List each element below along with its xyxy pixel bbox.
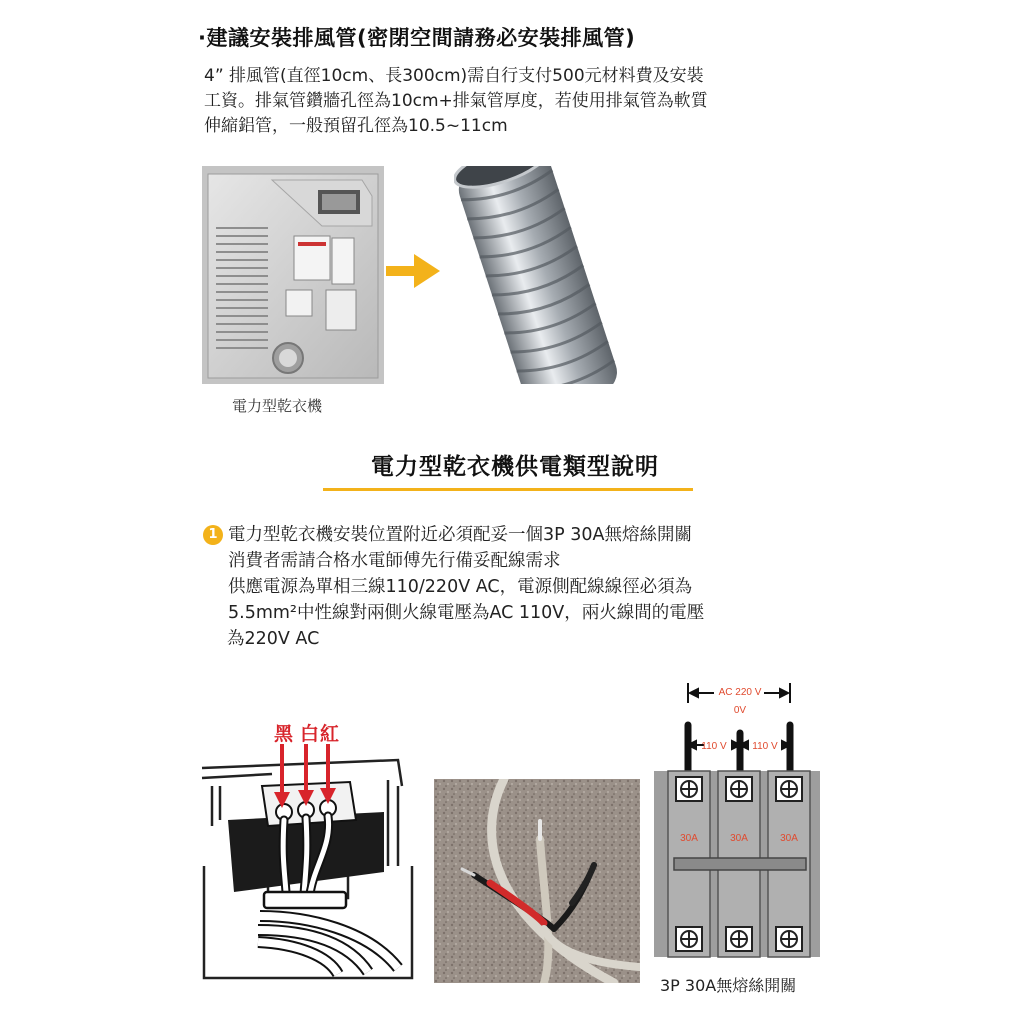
ac220-label: AC 220 V bbox=[718, 687, 762, 698]
section2-body bbox=[228, 522, 828, 652]
aluminum-duct-photo bbox=[454, 166, 620, 384]
section1-paragraph-line: 4” 排風管(直徑10cm、長300cm)需自行支付500元材料費及安裝 bbox=[204, 66, 704, 86]
wire-label-red: 紅 bbox=[320, 723, 340, 745]
terminal-block-illustration bbox=[198, 716, 420, 984]
zero-volt-label: 0V bbox=[733, 705, 747, 716]
breaker-caption: 3P 30A無熔絲開關 bbox=[660, 976, 797, 995]
arrow-right-icon bbox=[386, 252, 442, 294]
section2-title: 電力型乾衣機供電類型說明 bbox=[371, 454, 659, 480]
dryer-caption: 電力型乾衣機 bbox=[232, 397, 323, 415]
section2-line: 電力型乾衣機安裝位置附近必須配妥一個3P 30A無熔絲開關 bbox=[228, 525, 692, 545]
section1-title: ·建議安裝排風管(密閉空間請務必安裝排風管) bbox=[198, 26, 636, 50]
section1-paragraph-line: 伸縮鋁管，一般預留孔徑為10.5~11cm bbox=[204, 116, 508, 136]
section2-line: 為220V AC bbox=[227, 629, 320, 649]
breaker-diagram bbox=[650, 675, 824, 967]
wire-label-black: 黑 bbox=[274, 723, 294, 745]
section2-line: 消費者需請合格水電師傅先行備妥配線需求 bbox=[228, 551, 561, 571]
pole-rating-label: 30A bbox=[730, 833, 748, 844]
section1-paragraph bbox=[204, 64, 844, 139]
left-110v-label: 110 V bbox=[701, 741, 727, 752]
section2-line: 供應電源為單相三線110/220V AC，電源側配線線徑必須為 bbox=[228, 577, 693, 597]
pole-rating-label: 30A bbox=[680, 833, 698, 844]
section2-line: 5.5mm²中性線對兩側火線電壓為AC 110V，兩火線間的電壓 bbox=[228, 603, 705, 623]
item-number-badge: 1 bbox=[203, 525, 223, 545]
pole-rating-label: 30A bbox=[780, 833, 798, 844]
right-110v-label: 110 V bbox=[752, 741, 778, 752]
wires-photo bbox=[434, 779, 640, 983]
dryer-back-photo bbox=[202, 166, 384, 384]
section1-paragraph-line: 工資。排氣管鑽牆孔徑為10cm+排氣管厚度，若使用排氣管為軟質 bbox=[204, 91, 708, 111]
section2-title-underline bbox=[323, 488, 693, 491]
wire-label-white: 白 bbox=[300, 723, 320, 745]
